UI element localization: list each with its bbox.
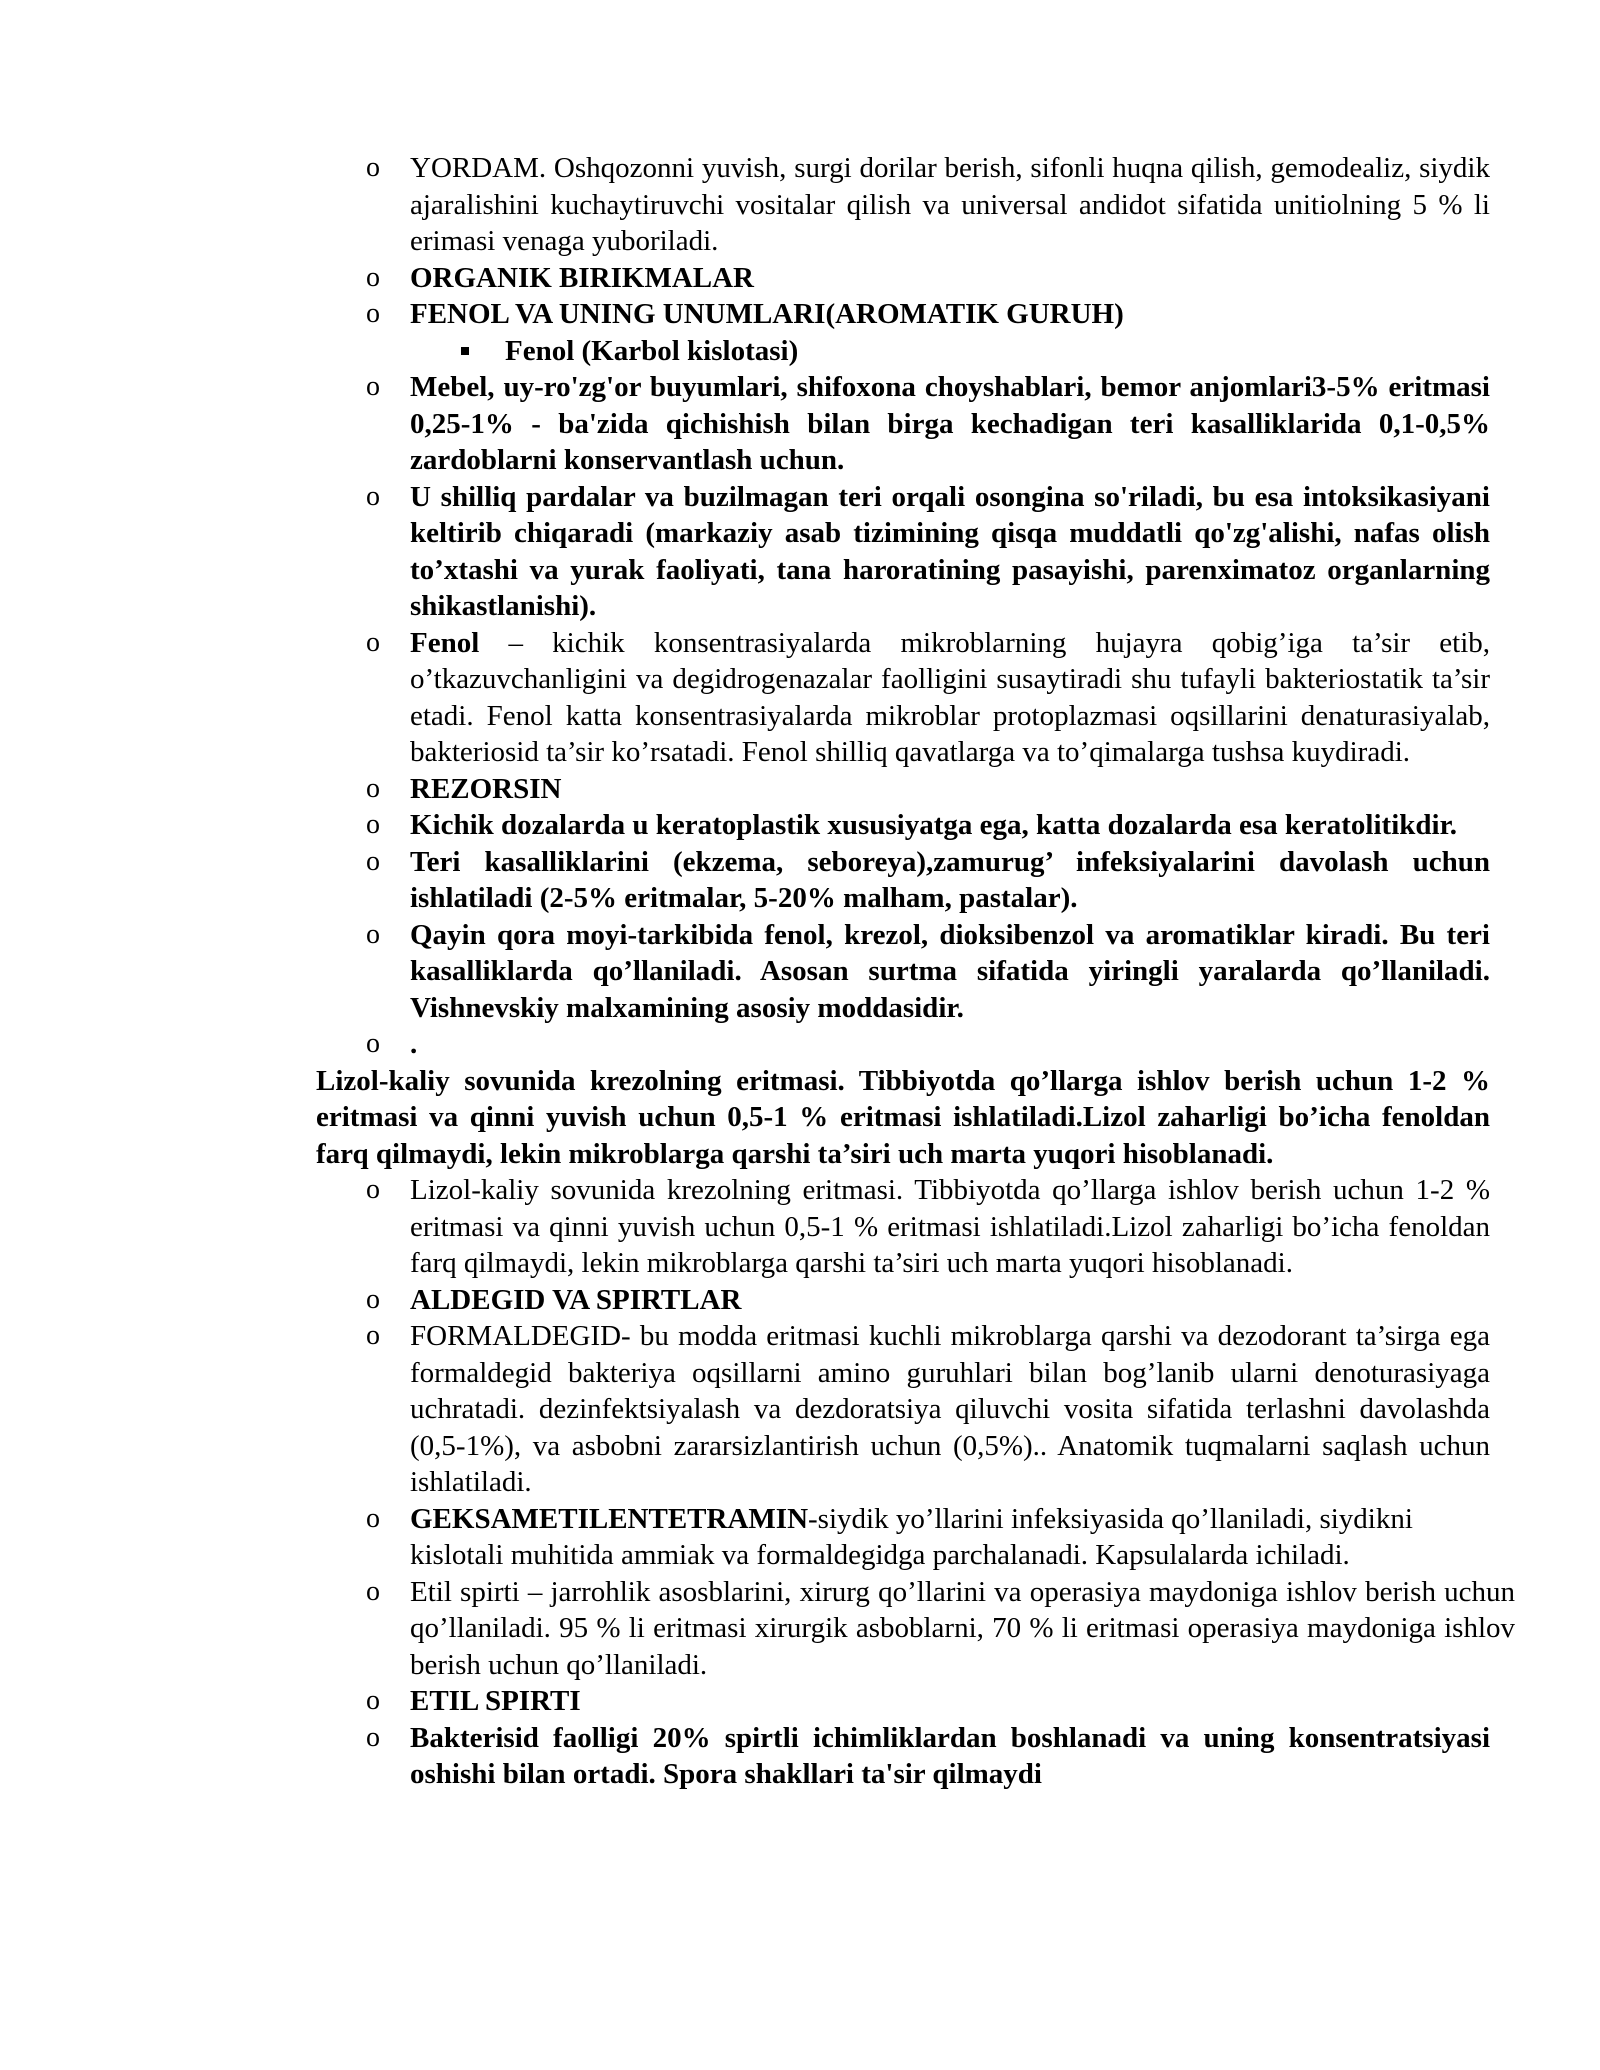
item-text: Lizol-kaliy sovunida krezolning eritmasi. Tibbiyotda qo’llarga ishlov berish uchun 1-2 % eritmasi va qinni yuvish uchun 0,5-1 % eritmasi ishlatiladi.Lizol zaharligi bo’icha fenoldan farq qilmaydi, lekin mikroblarga qarshi ta’siri uch marta yuqori hisoblanadi. — [410, 1174, 1490, 1279]
list-item — [366, 260, 1490, 297]
bullet-marker: o — [366, 918, 380, 950]
list-item — [366, 1501, 1490, 1574]
document-page — [0, 150, 1600, 1793]
list-item — [366, 807, 1490, 844]
bullet-marker: o — [366, 809, 380, 840]
list-item — [366, 1318, 1490, 1501]
item-text: FORMALDEGID- bu modda eritmasi kuchli mikroblarga qarshi va dezodorant ta’sirga ega formaldegid bakteriya oqsillarni amino guruhlari bilan bog’lanib ularni denoturasiyaga uchratadi. dezinfektsiyalash va dezdoratsiya qiluvchi vosita sifatida terlashni davolashda (0,5-1%), va asbobni zararsizlantirish uchun (0,5%).. Anatomik tuqmalarni saqlash uchun ishlatiladi. — [410, 1320, 1490, 1498]
bullet-marker: o — [366, 1685, 380, 1716]
item-text: -siydik yo’llarini infeksiyasida qo’llaniladi, siydikni kislotali muhitida ammiak va formaldegidga parchalanadi. Kapsulalarda ichiladi. — [410, 1502, 1413, 1571]
list-item — [366, 296, 1490, 333]
list-item — [366, 844, 1490, 917]
item-text: – kichik konsentrasiyalarda mikroblarning hujayra qobig’iga ta’sir etib, o’tkazuvchanligini va degidrogenazalar faolligini susaytiradi shu tufayli bakteriostatik ta’sir etadi. Fenol katta konsentrasiyalarda mikroblar protoplazmasi oqsillarini denaturasiyalab, bakteriosid ta’sir ko’rsatadi. Fenol shilliq qavatlarga va to’qimalarga tushsa kuydiradi. — [410, 626, 1490, 768]
body-paragraph: Lizol-kaliy sovunida krezolning eritmasi. Tibbiyotda qo’llarga ishlov berish uchun 1-2 % eritmasi va qinni yuvish uchun 0,5-1 % eritmasi ishlatiladi.Lizol zaharligi bo’icha fenoldan farq qilmaydi, lekin mikroblarga qarshi ta’siri uch marta yuqori hisoblanadi. — [316, 1064, 1490, 1170]
item-text: Kichik dozalarda u keratoplastik xususiyatga ega, katta dozalarda esa keratolitikdir. — [410, 809, 1458, 841]
bullet-marker: o — [366, 1502, 380, 1534]
sub-list-item — [505, 333, 1600, 370]
item-text: Bakterisid faolligi 20% spirtli ichimliklardan boshlanadi va uning konsentratsiyasi oshishi bilan ortadi. Spora shakllari ta'sir qilmaydi — [410, 1721, 1490, 1790]
list-item — [366, 1172, 1490, 1282]
list-item — [366, 1282, 1490, 1319]
section-heading: ORGANIK BIRIKMALAR — [410, 261, 754, 294]
bullet-marker: o — [366, 298, 380, 329]
item-text: Qayin qora moyi-tarkibida fenol, krezol, dioksibenzol va aromatiklar kiradi. Bu teri kasalliklarda qo’llaniladi. Asosan surtma sifatida yiringli yaralarda qo’llaniladi. Vishnevskiy malxamining asosiy moddasidir. — [410, 918, 1490, 1024]
list-item — [366, 917, 1490, 1027]
bullet-marker: o — [366, 1028, 380, 1059]
bullet-marker: o — [366, 626, 380, 658]
list-item — [366, 1683, 1490, 1720]
item-text: Teri kasalliklarini (ekzema, seboreya),zamurug’ infeksiyalarini davolash uchun ishlatiladi (2-5% eritmalar, 5-20% malham, pastalar). — [410, 845, 1490, 914]
list-item — [366, 1720, 1490, 1793]
item-text: U shilliq pardalar va buzilmagan teri orqali osongina so'riladi, bu esa intoksikasiyani keltirib chiqaradi (markaziy asab tizimining qisqa muddatli qo'zg'alishi, nafas olish to’xtashi va yurak faoliyati, tana haroratining pasayishi, parenximatoz organlarning shikastlanishi). — [410, 480, 1490, 622]
list-item — [366, 150, 1490, 260]
list-item — [366, 1574, 1515, 1684]
item-term: Fenol — [410, 626, 480, 659]
list-item — [366, 1026, 1490, 1063]
bullet-marker: o — [366, 1320, 380, 1351]
item-text: Mebel, uy-ro'zg'or buyumlari, shifoxona choyshablari, bemor anjomlari3-5% eritmasi 0,25-1% - ba'zida qichishish bilan birga kechadigan teri kasalliklarida 0,1-0,5% zardoblarni konservantlash uchun. — [410, 371, 1490, 476]
bullet-marker: o — [366, 1174, 380, 1205]
item-term: GEKSAMETILENTETRAMIN — [410, 1502, 809, 1535]
bullet-marker: o — [366, 772, 380, 804]
section-heading: REZORSIN — [410, 772, 562, 805]
square-bullet-icon — [461, 347, 469, 355]
item-text: Etil spirti – jarrohlik asosblarini, xirurg qo’llarini va operasiya maydoniga ishlov berish uchun qo’llaniladi. 95 % li eritmasi xirurgik asboblarni, 70 % li eritmasi operasiya maydoniga ishlov berish uchun qo’llaniladi. — [410, 1575, 1515, 1681]
section-heading: FENOL VA UNING UNUMLARI(AROMATIK GURUH) — [410, 298, 1124, 330]
bullet-marker: o — [366, 261, 380, 293]
list-item — [366, 771, 1490, 808]
bullet-marker: o — [366, 1283, 380, 1315]
list-item — [366, 479, 1490, 625]
section-heading: ALDEGID VA SPIRTLAR — [410, 1283, 742, 1316]
bullet-marker: o — [366, 152, 380, 183]
bullet-marker: o — [366, 1575, 380, 1607]
item-text: . — [410, 1028, 418, 1060]
sub-heading: Fenol (Karbol kislotasi) — [505, 334, 799, 367]
item-text: YORDAM. Oshqozonni yuvish, surgi dorilar berish, sifonli huqna qilish, gemodealiz, siydik ajaralishini kuchaytiruvchi vositalar qilish va universal andidot sifatida unitiolning 5 % li erimasi venaga yuboriladi. — [410, 152, 1490, 257]
bullet-marker: o — [366, 1721, 380, 1753]
section-heading: ETIL SPIRTI — [410, 1685, 581, 1717]
list-item — [366, 369, 1490, 479]
bullet-marker: o — [366, 480, 380, 512]
bullet-marker: o — [366, 845, 380, 877]
list-item — [366, 625, 1490, 771]
bullet-marker: o — [366, 371, 380, 402]
